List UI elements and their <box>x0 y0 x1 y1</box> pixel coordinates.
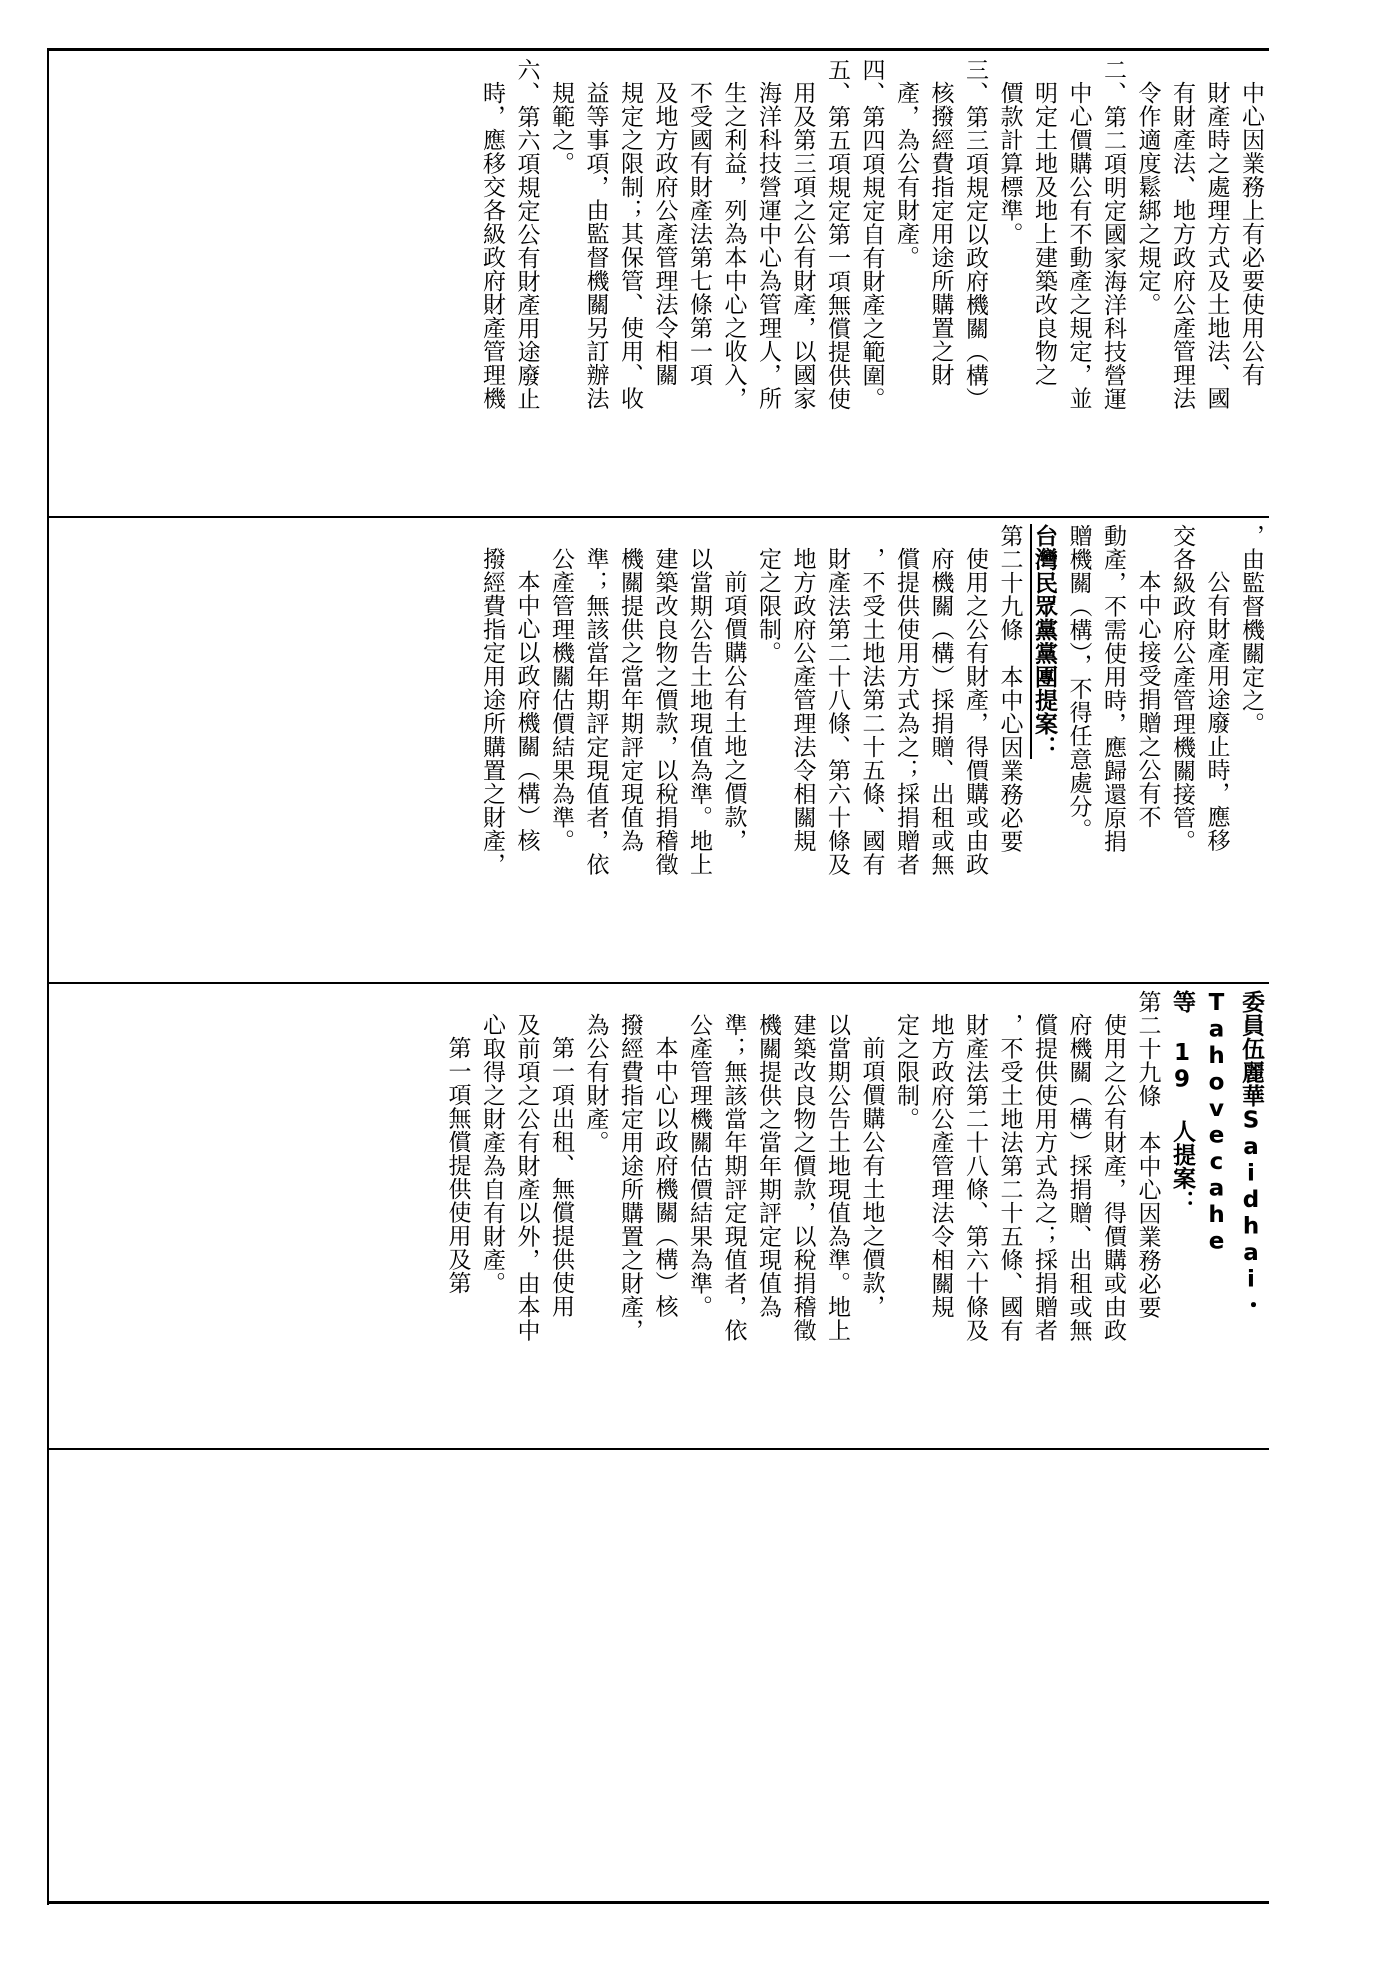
text-line: 撥經費指定用途所購置之財產， <box>617 1013 643 1342</box>
text-line: 及地方政府公產管理法令相關 <box>651 81 678 387</box>
text-line: 機關提供之當年期評定現值為 <box>755 1013 781 1319</box>
proposer-heading: 委員伍麗華Saidhai・Tahovecahe <box>1203 990 1264 1317</box>
text-line: 規範之。 <box>548 81 574 175</box>
text-line: 財產法第二十八條、第六十條及 <box>824 547 850 876</box>
divider-rule-1 <box>47 516 1269 518</box>
text-line: 有財產法、地方政府公產管理法 <box>1169 81 1195 410</box>
legislator-proposal-panel <box>56 990 1268 1442</box>
text-line: 交各級政府公產管理機關接管。 <box>1169 524 1195 853</box>
text-line: 海洋科技營運中心為管理人，所 <box>755 81 781 410</box>
divider-rule-3 <box>47 1448 1269 1450</box>
text-line: 中心因業務上有必要使用公有 <box>1238 81 1264 387</box>
text-line: 贈機關（構），不得任意處分。 <box>1065 524 1092 842</box>
frame-left-rule <box>47 49 49 1905</box>
text-line: 規定之限制；其保管、使用、收 <box>617 81 643 410</box>
text-line: 四、第四項規定自有財產之範圍。 <box>858 58 885 411</box>
text-line: 機關提供之當年期評定現值為 <box>617 547 643 853</box>
text-line: 第一項無償提供使用及第 <box>444 1036 471 1295</box>
text-line: 用及第三項之公有財產，以國家 <box>789 81 816 410</box>
text-line: 本中心接受捐贈之公有不 <box>1134 570 1161 829</box>
text-line: 建築改良物之價款，以稅捐稽徵 <box>651 547 678 876</box>
proposer-heading-cont: 等 19 人提案： <box>1169 990 1195 1214</box>
text-line: 地方政府公產管理法令相關規 <box>927 1013 954 1319</box>
text-line: 不受國有財產法第七條第一項 <box>686 81 712 387</box>
text-line: ，由監督機關定之。 <box>1238 524 1264 736</box>
text-line: 償提供使用方式為之；採捐贈者 <box>893 547 919 876</box>
text-line: 以當期公告土地現值為準。地上 <box>686 547 712 876</box>
text-line: 五、第五項規定第一項無償提供使 <box>824 58 850 411</box>
divider-rule-2 <box>47 982 1269 984</box>
text-line: 令作適度鬆綁之規定。 <box>1134 81 1161 316</box>
text-line: 二、第二項明定國家海洋科技營運 <box>1100 58 1126 411</box>
text-line: 財產時之處理方式及土地法、國 <box>1203 81 1230 410</box>
text-line: 使用之公有財產，得價購或由政 <box>962 547 988 876</box>
text-line: 撥經費指定用途所購置之財產， <box>479 547 505 876</box>
text-line: 及前項之公有財產以外，由本中 <box>513 1013 540 1342</box>
text-line: 生之利益，列為本中心之收入， <box>720 81 747 410</box>
text-line: 中心價購公有不動產之規定，並 <box>1065 81 1092 410</box>
text-line: 公產管理機關估價結果為準。 <box>548 547 574 853</box>
text-line: 第一項出租、無償提供使用 <box>548 1036 574 1318</box>
text-line: 六、第六項規定公有財產用途廢止 <box>513 58 540 411</box>
text-line: 三、第三項規定以政府機關（構） <box>962 58 988 411</box>
text-line: 本中心以政府機關（構）核 <box>651 1036 678 1318</box>
explanation-panel <box>56 58 1268 510</box>
text-line: 本中心以政府機關（構）核 <box>513 570 540 852</box>
frame-top-rule <box>47 48 1269 51</box>
text-line: 時，應移交各級政府財產管理機 <box>479 81 505 410</box>
text-line: 心取得之財產為自有財產。 <box>479 1013 505 1295</box>
text-line: 第二十九條 本中心因業務必要 <box>996 524 1023 853</box>
text-line: 府機關（構）採捐贈、出租或無 <box>1065 1013 1092 1342</box>
text-line: 產，為公有財產。 <box>893 81 919 269</box>
caucus-proposal-panel <box>56 524 1268 976</box>
text-line: 益等事項，由監督機關另訂辦法 <box>582 81 609 410</box>
text-line: 前項價購公有土地之價款， <box>858 1036 885 1318</box>
text-line: 定之限制。 <box>893 1013 919 1131</box>
text-line: 以當期公告土地現值為準。地上 <box>824 1013 850 1342</box>
caucus-heading: 台灣民眾黨黨團提案： <box>1031 524 1057 759</box>
text-line: 財產法第二十八條、第六十條及 <box>962 1013 988 1342</box>
text-line: 前項價購公有土地之價款， <box>720 570 747 852</box>
text-line: 償提供使用方式為之；採捐贈者 <box>1031 1013 1057 1342</box>
text-line: 公有財產用途廢止時，應移 <box>1203 570 1230 852</box>
text-line: 動產，不需使用時，應歸還原捐 <box>1100 524 1126 853</box>
text-line: 地方政府公產管理法令相關規 <box>789 547 816 853</box>
frame-bottom-rule <box>47 1901 1269 1904</box>
text-line: 第二十九條 本中心因業務必要 <box>1134 990 1161 1319</box>
text-line: 為公有財產。 <box>582 1013 609 1154</box>
text-line: 核撥經費指定用途所購置之財 <box>927 81 954 387</box>
text-line: 明定土地及地上建築改良物之 <box>1031 81 1057 387</box>
text-line: 準；無該當年期評定現值者，依 <box>582 547 609 876</box>
text-line: 準；無該當年期評定現值者，依 <box>720 1013 747 1342</box>
text-line: 定之限制。 <box>755 547 781 665</box>
text-line: 使用之公有財產，得價購或由政 <box>1100 1013 1126 1342</box>
text-line: 建築改良物之價款，以稅捐稽徵 <box>789 1013 816 1342</box>
text-line: 價款計算標準。 <box>996 81 1023 246</box>
text-line: 公產管理機關估價結果為準。 <box>686 1013 712 1319</box>
text-line: ，不受土地法第二十五條、國有 <box>858 547 885 876</box>
text-line: 府機關（構）採捐贈、出租或無 <box>927 547 954 876</box>
text-line: ，不受土地法第二十五條、國有 <box>996 1013 1023 1342</box>
